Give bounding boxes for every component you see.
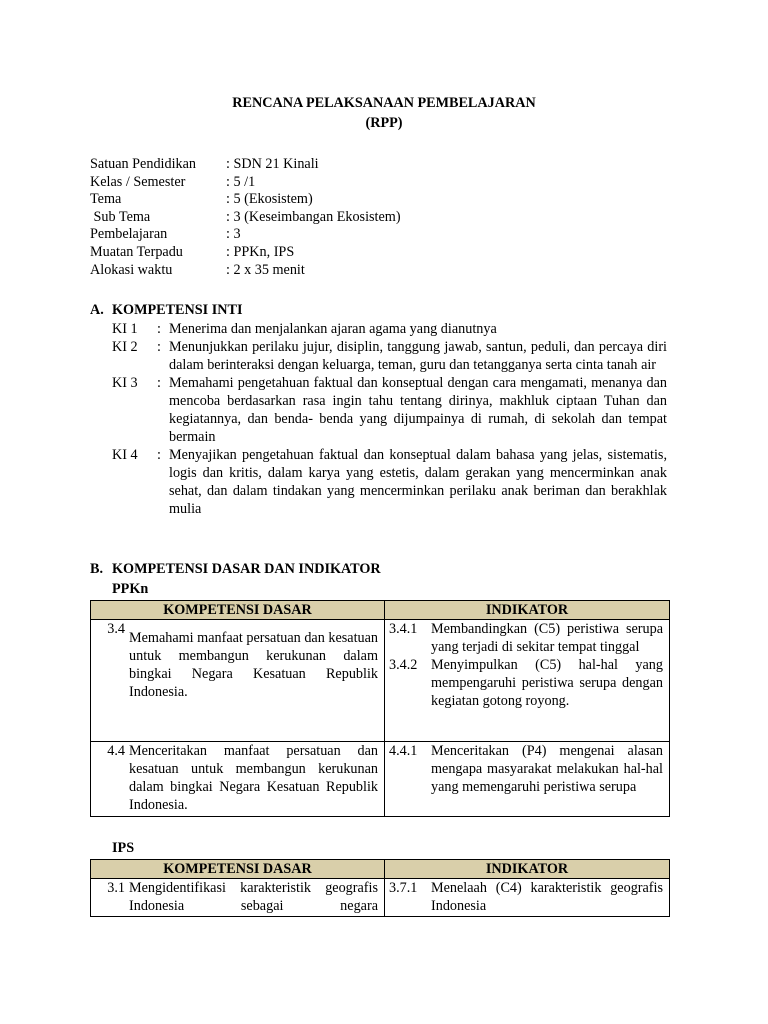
ki-colon: : [157, 339, 161, 355]
indikator-text: Menyimpulkan (C5) hal-hal yang mempengaruhi peristiwa serupa dengan kegiatan gotong royong. [431, 657, 663, 709]
ppkn-kd-table [90, 600, 670, 817]
ki-code: KI 3 [112, 375, 138, 391]
indikator-item [385, 656, 669, 710]
kd-cell [91, 742, 385, 817]
indikator-cell [385, 879, 670, 917]
identity-row [90, 155, 401, 173]
identity-row [90, 225, 401, 243]
kompetensi-inti-list [112, 320, 667, 518]
identity-label: Alokasi waktu [90, 261, 173, 278]
ki-colon: : [157, 375, 161, 391]
table-header-row [91, 860, 670, 879]
document-title: RENCANA PELAKSANAAN PEMBELAJARAN [232, 95, 536, 111]
ki-code: KI 2 [112, 339, 138, 355]
ki-item [112, 338, 667, 374]
kd-cell [91, 620, 385, 742]
ki-item [112, 446, 667, 518]
indikator-text: Menelaah (C4) karakteristik geografis Indonesia [431, 880, 663, 914]
table-row [91, 742, 670, 817]
section-title: KOMPETENSI INTI [112, 302, 243, 318]
identity-label: Tema [90, 191, 122, 208]
col-header-indikator: INDIKATOR [385, 860, 670, 879]
kd-text: Mengidentifikasi karakteristik geografis Indonesia sebagai negara [129, 880, 378, 914]
ki-text: Menyajikan pengetahuan faktual dan konseptual dalam bahasa yang jelas, sistematis, logis dan kritis, dalam karya yang estetis, dalam gerakan yang mencerminkan anak sehat, dan dalam tindakan yang mencerminkan perilaku anak beriman dan berakhlak mulia [169, 447, 667, 517]
identity-label: Pembelajaran [90, 226, 168, 243]
indikator-number: 4.4.1 [389, 743, 418, 759]
identity-row [90, 261, 401, 279]
identity-value: : 5 /1 [226, 173, 256, 190]
ki-item [112, 374, 667, 446]
section-letter: B. [90, 561, 104, 577]
ki-text: Memahami pengetahuan faktual dan konseptual dengan cara mengamati, menanya dan mencoba berdasarkan rasa ingin tahu tentang dirinya, makhluk ciptaan Tuhan dan kegiatannya, dan benda- benda yang dijumpainya di rumah, di sekolah dan tempat bermain [169, 375, 667, 445]
indikator-item [385, 879, 669, 915]
kd-cell-content [91, 742, 384, 814]
col-header-indikator: INDIKATOR [385, 601, 670, 620]
indikator-text: Membandingkan (C5) peristiwa serupa yang terjadi di sekitar tempat tinggal [431, 621, 663, 655]
kd-number: 4.4 [107, 743, 125, 759]
ki-text: Menunjukkan perilaku jujur, disiplin, tanggung jawab, santun, peduli, dan percaya diri dalam berinteraksi dengan keluarga, teman, guru dan tetangganya serta cinta tanah air [169, 339, 667, 373]
identity-label: Muatan Terpadu [90, 243, 183, 260]
subject-ips-heading: IPS [112, 840, 135, 856]
ki-code: KI 4 [112, 447, 138, 463]
subject-ppkn-heading: PPKn [112, 581, 149, 597]
document-subtitle: (RPP) [365, 115, 403, 131]
identity-value: : SDN 21 Kinali [226, 156, 319, 172]
identity-value: : 3 [226, 226, 241, 243]
ki-colon: : [157, 321, 161, 337]
ki-code: KI 1 [112, 321, 138, 337]
identity-label: Sub Tema [90, 208, 151, 225]
ki-item [112, 320, 667, 338]
kd-cell-content [91, 620, 384, 701]
ki-colon: : [157, 447, 161, 463]
identity-row [90, 243, 401, 261]
identity-row [90, 190, 401, 208]
table-row [91, 879, 670, 917]
col-header-kd: KOMPETENSI DASAR [91, 601, 385, 620]
indikator-number: 3.4.1 [389, 621, 418, 637]
identity-label: Satuan Pendidikan [90, 156, 196, 172]
identity-label: Kelas / Semester [90, 173, 186, 190]
ips-kd-table [90, 859, 670, 917]
ki-text: Menerima dan menjalankan ajaran agama yang dianutnya [169, 321, 497, 337]
kd-cell [91, 879, 385, 917]
identity-value: : 5 (Ekosistem) [226, 191, 313, 208]
indikator-number: 3.4.2 [389, 657, 418, 673]
indikator-text: Menceritakan (P4) mengenai alasan mengapa masyarakat melakukan hal-hal yang memengaruhi peristiwa serupa [431, 743, 663, 795]
kd-number: 3.4 [107, 621, 125, 637]
indikator-item [385, 742, 669, 796]
identity-value: : 3 (Keseimbangan Ekosistem) [226, 208, 401, 225]
section-a-heading [90, 301, 242, 319]
table-row [91, 620, 670, 742]
col-header-kd: KOMPETENSI DASAR [91, 860, 385, 879]
identity-value: : PPKn, IPS [226, 243, 295, 260]
identity-value: : 2 x 35 menit [226, 261, 305, 278]
kd-text: Menceritakan manfaat persatuan dan kesatuan untuk membangun kerukunan dalam bingkai Negara Kesatuan Republik Indonesia. [129, 743, 378, 813]
identity-row [90, 208, 401, 226]
indikator-item [385, 620, 669, 656]
table-header-row [91, 601, 670, 620]
kd-text: Memahami manfaat persatuan dan kesatuan untuk membangun kerukunan dalam bingkai Negara Kesatuan Republik Indonesia. [129, 630, 378, 700]
indikator-cell [385, 620, 670, 742]
identity-block [90, 155, 401, 278]
kd-number: 3.1 [107, 880, 125, 896]
section-letter: A. [90, 302, 104, 318]
kd-cell-content [91, 879, 384, 915]
indikator-cell [385, 742, 670, 817]
section-title: KOMPETENSI DASAR DAN INDIKATOR [112, 561, 381, 577]
identity-row [90, 173, 401, 191]
section-b-heading [90, 560, 381, 578]
indikator-number: 3.7.1 [389, 880, 418, 896]
